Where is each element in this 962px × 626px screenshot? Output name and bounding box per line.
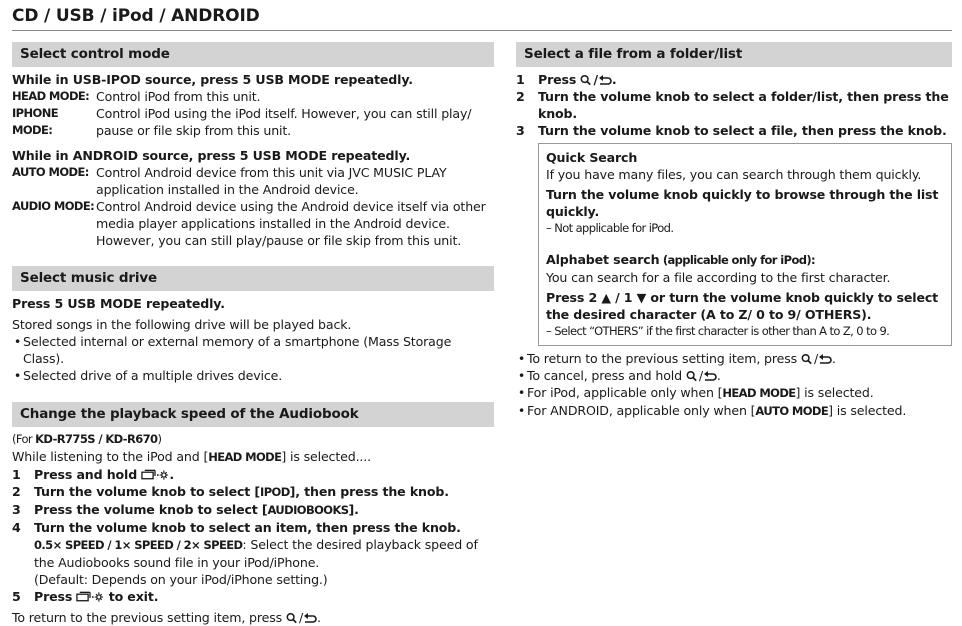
auto-mode-row: AUTO MODE: Control Android device from this unit via JVC MUSIC PLAY application installed in the Android device. [12,165,447,197]
drive-press: Press 5 USB MODE repeatedly. [12,296,225,311]
list-item: • For iPod, applicable only when [HEAD MODE] is selected. [517,385,874,400]
list-item: • For ANDROID, applicable only when [AUTO MODE] is selected. [517,403,907,418]
step: 2 Turn the volume knob to select a folder/list, then press the knob. [516,89,949,121]
section-header-music-drive: Select music drive [12,266,494,291]
section-header-audiobook: Change the playback speed of the Audiobook [12,402,494,427]
search-icon [580,74,593,86]
alphabet-search-desc: You can search for a file according to the first character. [546,270,891,285]
drive-desc: Stored songs in the following drive will be played back. [12,317,352,332]
step: 3 Press the volume knob to select [AUDIOBOOKS]. [12,502,359,517]
return-note: To return to the previous setting item, press / . [12,610,321,625]
page-title: CD / USB / iPod / ANDROID [12,6,260,26]
alphabet-search-note: – Select “OTHERS” if the first character is other than A to Z, 0 to 9. [546,324,890,338]
step: 2 Turn the volume knob to select [IPOD], then press the knob. [12,484,449,499]
list-item: • Selected drive of a multiple drives device. [13,368,283,383]
step: 1 Press and hold . [12,467,174,482]
display-settings-icon [141,469,169,481]
section-header-select-file: Select a file from a folder/list [516,42,952,67]
right-column [516,42,952,420]
alphabet-search-action: Press 2 ▲ / 1 ▼ or turn the volume knob quickly to select the desired character (A to Z/ 0 to 9/ OTHERS). [546,290,939,322]
speed-default: (Default: Depends on your iPod/iPhone setting.) [34,572,328,587]
alphabet-search-title: Alphabet search (applicable only for iPod): [546,252,816,267]
quick-search-note: – Not applicable for iPod. [546,221,674,235]
audio-mode-row: AUDIO MODE: Control Android device using the Android device itself via other media player applications installed in the Android device. However, you can still play/pause or file skip from this unit. [12,199,486,248]
back-icon [598,74,612,86]
display-settings-icon [76,591,104,603]
list-item: • Selected internal or external memory of a smartphone (Mass Storage Class). [13,334,452,366]
step: 3 Turn the volume knob to select a file, then press the knob. [516,123,947,138]
search-icon [686,370,699,382]
model-note: (For KD-R775S / KD-R670) [12,432,162,446]
search-icon [801,353,814,365]
ipod-intro: While in USB-IPOD source, press 5 USB MODE repeatedly. [12,72,413,87]
head-mode-row: HEAD MODE: Control iPod from this unit. [12,89,261,104]
speed-options: 0.5× SPEED / 1× SPEED / 2× SPEED: Select the desired playback speed of the Audiobooks sound file in your iPod/iPhone. [34,537,478,570]
list-item: • To return to the previous setting item, press / . [517,351,836,366]
back-icon [303,612,317,624]
android-intro: While in ANDROID source, press 5 USB MODE repeatedly. [12,148,411,163]
back-icon [818,353,832,365]
search-info-box [538,143,952,346]
quick-search-action: Turn the volume knob quickly to browse through the list quickly. [546,187,939,219]
iphone-mode-row: IPHONE MODE: Control iPod using the iPod itself. However, you can still play/ pause or file skip from this unit. [12,106,472,138]
section-header-control-mode: Select control mode [12,42,494,67]
audiobook-intro: While listening to the iPod and [HEAD MODE] is selected.... [12,449,371,464]
step: 1 Press / . [516,72,617,87]
step: 4 Turn the volume knob to select an item, then press the knob. [12,520,461,535]
quick-search-title: Quick Search [546,150,638,165]
step: 5 Press to exit. [12,589,159,604]
quick-search-desc: If you have many files, you can search through them quickly. [546,167,922,182]
title-divider [12,30,952,31]
back-icon [703,370,717,382]
search-icon [286,612,299,624]
left-column [12,42,494,626]
list-item: • To cancel, press and hold / . [517,368,721,383]
